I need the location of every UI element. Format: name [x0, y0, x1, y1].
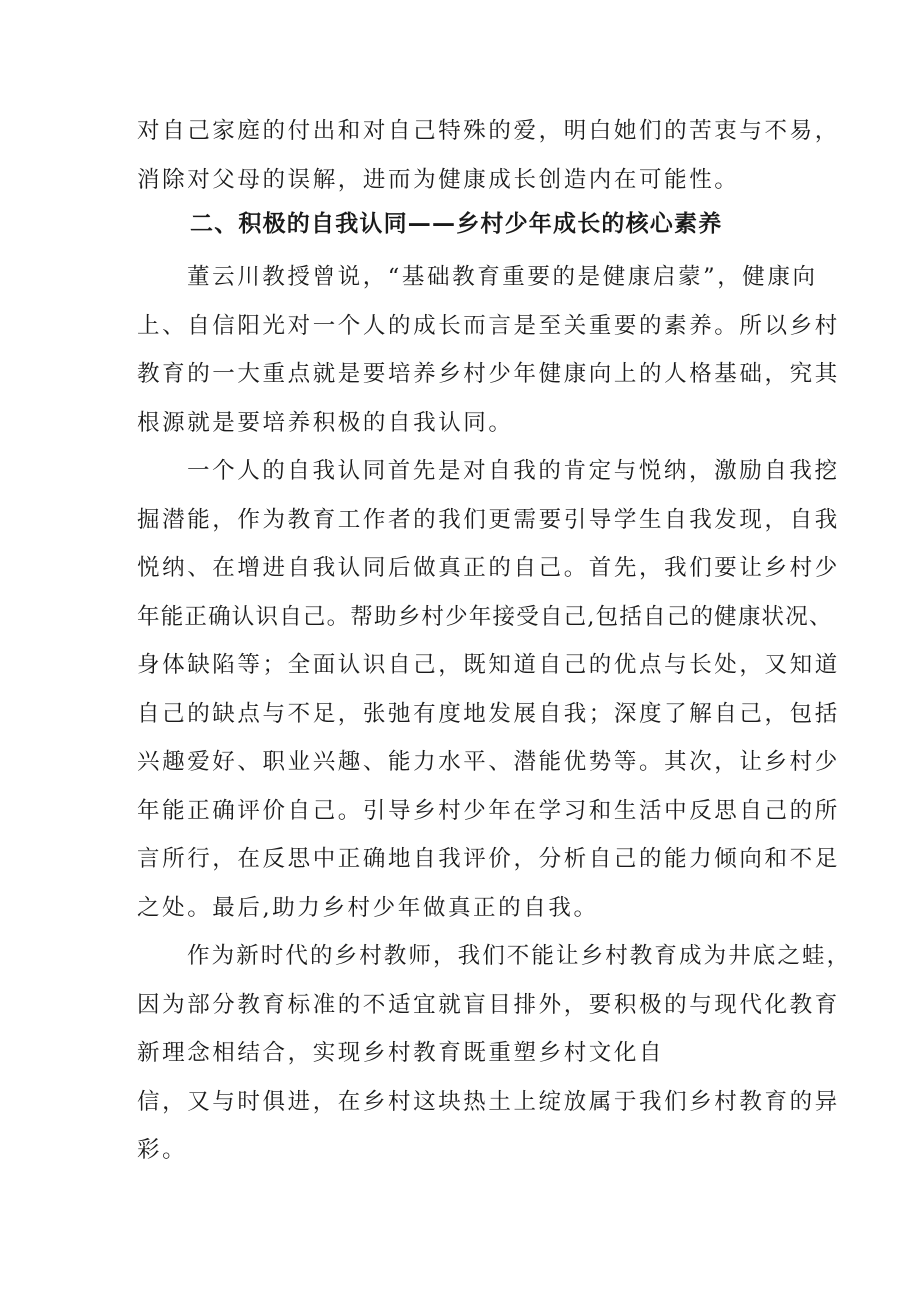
paragraph-line: 自己的缺点与不足，张弛有度地发展自我；深度了解自己，包括: [137, 701, 840, 727]
paragraph-line: 言所行，在反思中正确地自我评价，分析自己的能力倾向和不足: [137, 846, 840, 872]
paragraph-line: 年能正确认识自己。帮助乡村少年接受自己,包括自己的健康状况、: [137, 604, 833, 630]
paragraph-line: 教育的一大重点就是要培养乡村少年健康向上的人格基础，究其: [137, 361, 840, 387]
paragraph-line: 消除对父母的误解，进而为健康成长创造内在可能性。: [137, 167, 740, 193]
paragraph-line: 董云川教授曾说，“基础教育重要的是健康启蒙”，健康向: [187, 264, 818, 290]
paragraph-line: 上、自信阳光对一个人的成长而言是至关重要的素养。所以乡村: [137, 313, 840, 339]
paragraph-line: 作为新时代的乡村教师，我们不能让乡村教育成为井底之蛙，: [187, 943, 852, 969]
paragraph-line: 对自己家庭的付出和对自己特殊的爱，明白她们的苦衷与不易，: [137, 118, 840, 144]
section-heading: 二、积极的自我认同——乡村少年成长的核心素养: [190, 211, 723, 237]
paragraph-line: 悦纳、在增进自我认同后做真正的自己。首先，我们要让乡村少: [137, 555, 840, 581]
paragraph-line: 根源就是要培养积极的自我认同。: [137, 410, 514, 436]
paragraph-line: 新理念相结合，实现乡村教育既重塑乡村文化自: [137, 1040, 665, 1066]
paragraph-line: 一个人的自我认同首先是对自我的肯定与悦纳，激励自我挖: [187, 458, 840, 484]
paragraph-line: 兴趣爱好、职业兴趣、能力水平、潜能优势等。其次，让乡村少: [137, 749, 840, 775]
paragraph-line: 掘潜能，作为教育工作者的我们更需要引导学生自我发现，自我: [137, 507, 840, 533]
paragraph-line: 彩。: [137, 1137, 188, 1163]
paragraph-line: 身体缺陷等；全面认识自己，既知道自己的优点与长处，又知道: [137, 652, 840, 678]
paragraph-line: 信，又与时俱进，在乡村这块热土上绽放属于我们乡村教育的异: [137, 1089, 840, 1115]
paragraph-line: 之处。最后,助力乡村少年做真正的自我。: [137, 895, 599, 921]
paragraph-line: 年能正确评价自己。引导乡村少年在学习和生活中反思自己的所: [137, 798, 840, 824]
paragraph-line: 因为部分教育标准的不适宜就盲目排外，要积极的与现代化教育: [137, 992, 840, 1018]
